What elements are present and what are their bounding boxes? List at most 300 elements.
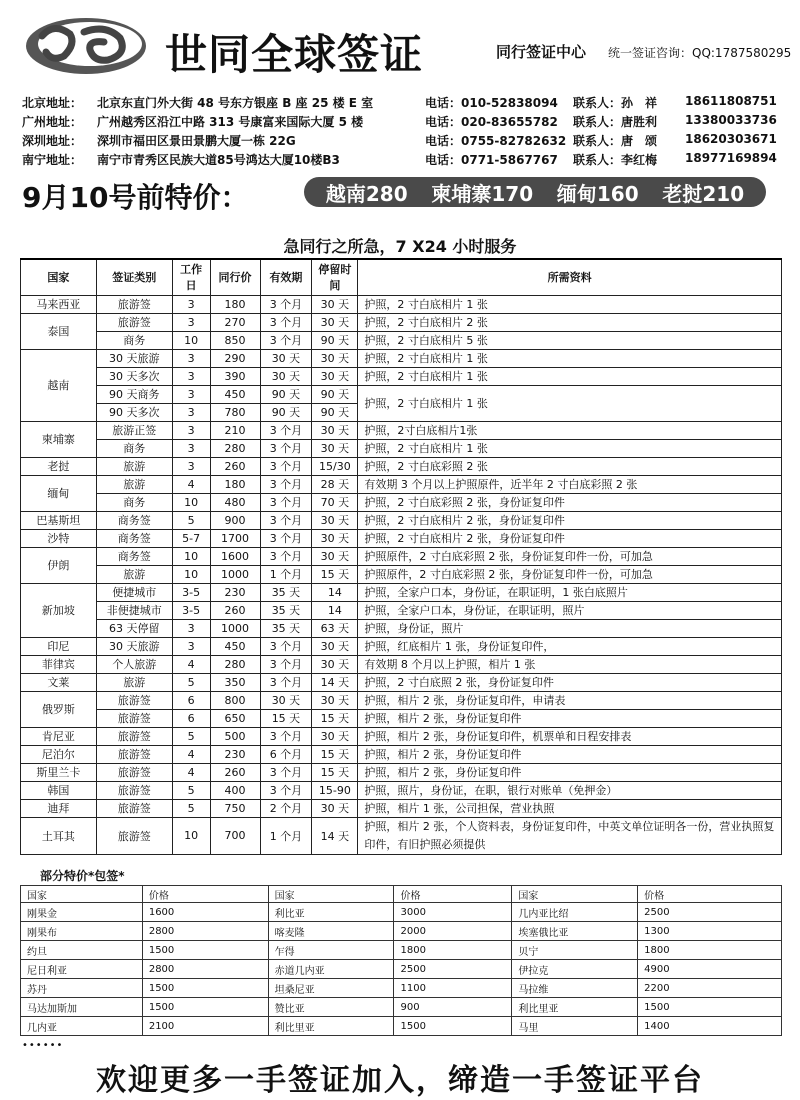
cell-stay: 30 天 (312, 439, 358, 457)
cell-requirements: 护照，全家户口本，身份证，在职证明，1 张白底照片 (358, 583, 782, 601)
cell-price: 1700 (210, 529, 260, 547)
cell-requirements: 护照，红底相片 1 张，身份证复印件， (358, 637, 782, 655)
cell-valid: 3 个月 (260, 421, 312, 439)
cell-valid: 35 天 (260, 583, 312, 601)
special-row (21, 941, 782, 960)
cell-type: 旅游 (96, 475, 172, 493)
cell-price: 280 (210, 439, 260, 457)
cell-type: 90 天商务 (96, 385, 172, 403)
table-row (21, 421, 782, 439)
cell-type: 商务 (96, 331, 172, 349)
cell-valid: 3 个月 (260, 295, 312, 313)
cell-type: 商务 (96, 493, 172, 511)
cell-days: 10 (172, 565, 210, 583)
special-header: 价格 (142, 886, 268, 903)
table-row (21, 637, 782, 655)
special-row (21, 960, 782, 979)
cell-type: 旅游 (96, 457, 172, 475)
special-price: 2000 (394, 922, 512, 941)
cell-type: 商务 (96, 439, 172, 457)
cell-days: 3 (172, 349, 210, 367)
cell-valid: 3 个月 (260, 457, 312, 475)
cell-valid: 30 天 (260, 349, 312, 367)
column-header: 有效期 (260, 259, 312, 295)
special-price: 2500 (638, 903, 782, 922)
cell-price: 1600 (210, 547, 260, 565)
table-row (21, 367, 782, 385)
table-row (21, 709, 782, 727)
column-header: 所需资料 (358, 259, 782, 295)
cell-price: 230 (210, 745, 260, 763)
cell-valid: 3 个月 (260, 727, 312, 745)
cell-valid: 1 个月 (260, 817, 312, 854)
special-country: 苏丹 (21, 979, 143, 998)
special-country: 埃塞俄比亚 (512, 922, 638, 941)
special-price: 2500 (394, 960, 512, 979)
dots-decoration: •••••• (22, 1040, 64, 1051)
cell-price: 780 (210, 403, 260, 421)
table-row (21, 385, 782, 403)
special-price: 1400 (638, 1017, 782, 1036)
special-country: 马里 (512, 1017, 638, 1036)
cell-type: 旅游签 (96, 763, 172, 781)
cell-price: 480 (210, 493, 260, 511)
cell-stay: 14 (312, 601, 358, 619)
special-price: 3000 (394, 903, 512, 922)
special-price: 1300 (638, 922, 782, 941)
special-country: 马达加斯加 (21, 998, 143, 1017)
special-price: 1800 (638, 941, 782, 960)
special-table-body (21, 886, 782, 1036)
cell-valid: 35 天 (260, 601, 312, 619)
cell-stay: 14 (312, 583, 358, 601)
cell-country: 泰国 (21, 313, 97, 349)
cell-valid: 3 个月 (260, 781, 312, 799)
cell-stay: 15 天 (312, 745, 358, 763)
cell-days: 5 (172, 511, 210, 529)
cell-days: 3 (172, 295, 210, 313)
cell-requirements: 有效期 3 个月以上护照原件，近半年 2 寸白底彩照 2 张 (358, 475, 782, 493)
cell-type: 旅游 (96, 565, 172, 583)
brand-title: 世同全球签证 (165, 30, 424, 79)
special-row (21, 1017, 782, 1036)
address-row (12, 151, 792, 170)
cell-stay: 30 天 (312, 547, 358, 565)
cell-type: 旅游签 (96, 727, 172, 745)
visa-table-body (21, 295, 782, 854)
cell-price: 850 (210, 331, 260, 349)
address-text: 南宁市青秀区民族大道85号鸿达大厦10楼B3 (97, 153, 340, 167)
slogan: 欢迎更多一手签证加入，缔造一手签证平台 (96, 1063, 704, 1098)
cell-price: 260 (210, 601, 260, 619)
table-row (21, 817, 782, 854)
cell-stay: 15 天 (312, 763, 358, 781)
cell-country: 沙特 (21, 529, 97, 547)
cell-days: 10 (172, 493, 210, 511)
cell-stay: 15/30 (312, 457, 358, 475)
cell-type: 非便捷城市 (96, 601, 172, 619)
special-country: 贝宁 (512, 941, 638, 960)
address-contact: 联系人：孙 祥 (573, 96, 658, 110)
cell-type: 旅游签 (96, 781, 172, 799)
special-price: 1100 (394, 979, 512, 998)
cell-country: 韩国 (21, 781, 97, 799)
table-row (21, 493, 782, 511)
table-row (21, 745, 782, 763)
cell-requirements: 护照，2 寸白底相片 1 张 (358, 439, 782, 457)
cell-country: 土耳其 (21, 817, 97, 854)
cell-requirements: 护照，相片 2 张，身份证复印件 (358, 763, 782, 781)
cell-price: 650 (210, 709, 260, 727)
cell-requirements: 护照，身份证，照片 (358, 619, 782, 637)
table-row (21, 583, 782, 601)
cell-days: 4 (172, 745, 210, 763)
cell-country: 巴基斯坦 (21, 511, 97, 529)
cell-stay: 14 天 (312, 817, 358, 854)
cell-country: 迪拜 (21, 799, 97, 817)
visa-table-head (21, 259, 782, 295)
cell-requirements: 护照，2 寸白底相片 1 张 (358, 295, 782, 313)
special-header: 价格 (638, 886, 782, 903)
table-row (21, 331, 782, 349)
special-country: 几内亚比绍 (512, 903, 638, 922)
special-table (20, 885, 782, 1036)
cell-days: 10 (172, 547, 210, 565)
cell-price: 500 (210, 727, 260, 745)
cell-type: 旅游签 (96, 817, 172, 854)
cell-days: 3 (172, 637, 210, 655)
address-tel: 电话：0771-5867767 (425, 153, 558, 167)
promo-title: 9月10号前特价： (22, 181, 249, 214)
promo-item: 缅甸160 (556, 181, 639, 206)
cell-type: 旅游签 (96, 691, 172, 709)
cell-requirements: 护照，照片，身份证，在职，银行对账单（免押金） (358, 781, 782, 799)
cell-valid: 3 个月 (260, 655, 312, 673)
address-tel: 电话：010-52838094 (425, 96, 558, 110)
cell-stay: 90 天 (312, 403, 358, 421)
address-text: 北京东直门外大街 48 号东方银座 B 座 25 楼 E 室 (97, 96, 374, 110)
cell-type: 商务签 (96, 511, 172, 529)
cell-country: 印尼 (21, 637, 97, 655)
cell-type: 商务签 (96, 529, 172, 547)
address-label: 广州地址： (22, 115, 83, 129)
center-name: 同行签证中心 (496, 43, 587, 61)
cell-price: 270 (210, 313, 260, 331)
cell-requirements: 护照，相片 2 张，身份证复印件，申请表 (358, 691, 782, 709)
cell-stay: 30 天 (312, 349, 358, 367)
cell-valid: 3 个月 (260, 673, 312, 691)
cell-country: 缅甸 (21, 475, 97, 511)
special-price: 4900 (638, 960, 782, 979)
cell-requirements: 护照，相片 1 张，公司担保，营业执照 (358, 799, 782, 817)
special-price: 1500 (142, 941, 268, 960)
cell-stay: 30 天 (312, 421, 358, 439)
cell-stay: 90 天 (312, 331, 358, 349)
cell-valid: 3 个月 (260, 439, 312, 457)
cell-valid: 30 天 (260, 367, 312, 385)
cell-stay: 30 天 (312, 511, 358, 529)
column-header: 停留时间 (312, 259, 358, 295)
special-country: 伊拉克 (512, 960, 638, 979)
cell-country: 肯尼亚 (21, 727, 97, 745)
cell-valid: 3 个月 (260, 493, 312, 511)
cell-valid: 15 天 (260, 709, 312, 727)
cell-days: 5 (172, 781, 210, 799)
address-contact: 联系人：李红梅 (573, 153, 658, 167)
cell-stay: 30 天 (312, 295, 358, 313)
cell-price: 180 (210, 475, 260, 493)
cell-type: 30 天旅游 (96, 637, 172, 655)
cell-days: 6 (172, 709, 210, 727)
cell-valid: 3 个月 (260, 475, 312, 493)
cell-price: 700 (210, 817, 260, 854)
special-country: 赤道几内亚 (268, 960, 394, 979)
cell-requirements: 护照，2 寸白底相片 2 张，身份证复印件 (358, 529, 782, 547)
address-label: 深圳地址： (22, 134, 83, 148)
cell-type: 商务签 (96, 547, 172, 565)
cell-valid: 3 个月 (260, 313, 312, 331)
cell-stay: 30 天 (312, 799, 358, 817)
cell-price: 900 (210, 511, 260, 529)
cell-requirements: 护照，2 寸白底照 2 张，身份证复印件 (358, 673, 782, 691)
table-row (21, 727, 782, 745)
cell-requirements: 护照，2 寸白底相片 2 张 (358, 313, 782, 331)
cell-price: 260 (210, 457, 260, 475)
cell-type: 30 天旅游 (96, 349, 172, 367)
cell-country: 柬埔寨 (21, 421, 97, 457)
special-country: 坦桑尼亚 (268, 979, 394, 998)
column-header: 工作日 (172, 259, 210, 295)
special-header: 国家 (512, 886, 638, 903)
cell-valid: 3 个月 (260, 547, 312, 565)
cell-valid: 90 天 (260, 385, 312, 403)
cell-days: 5 (172, 673, 210, 691)
cell-country: 菲律宾 (21, 655, 97, 673)
cell-price: 230 (210, 583, 260, 601)
cell-country: 新加坡 (21, 583, 97, 637)
special-country: 赞比亚 (268, 998, 394, 1017)
cell-valid: 3 个月 (260, 529, 312, 547)
cell-requirements: 护照，相片 2 张，个人资料表，身份证复印件，中英文单位证明各一份，营业执照复印件，有旧护照必须提供 (358, 817, 782, 854)
cell-stay: 30 天 (312, 529, 358, 547)
cell-price: 450 (210, 637, 260, 655)
promo-item: 越南280 (325, 181, 408, 206)
table-row (21, 565, 782, 583)
cell-valid: 3 个月 (260, 763, 312, 781)
cell-days: 3 (172, 385, 210, 403)
visa-table (20, 258, 782, 855)
table-row (21, 781, 782, 799)
cell-price: 210 (210, 421, 260, 439)
cell-stay: 15 天 (312, 709, 358, 727)
special-country: 尼日利亚 (21, 960, 143, 979)
cell-days: 10 (172, 331, 210, 349)
cell-price: 280 (210, 655, 260, 673)
promo-banner (12, 174, 792, 214)
table-row (21, 799, 782, 817)
cell-valid: 2 个月 (260, 799, 312, 817)
cell-country: 老挝 (21, 457, 97, 475)
cell-valid: 35 天 (260, 619, 312, 637)
cell-requirements: 护照，相片 2 张，身份证复印件 (358, 709, 782, 727)
special-price: 1600 (142, 903, 268, 922)
address-text: 广州越秀区沿江中路 313 号康富来国际大厦 5 楼 (97, 115, 364, 129)
cell-stay: 30 天 (312, 637, 358, 655)
cell-days: 3-5 (172, 583, 210, 601)
cell-type: 63 天停留 (96, 619, 172, 637)
special-country: 刚果布 (21, 922, 143, 941)
cell-days: 3 (172, 421, 210, 439)
cell-price: 180 (210, 295, 260, 313)
cell-country: 马来西亚 (21, 295, 97, 313)
cell-days: 6 (172, 691, 210, 709)
cell-days: 3-5 (172, 601, 210, 619)
cell-valid: 3 个月 (260, 637, 312, 655)
cell-days: 4 (172, 763, 210, 781)
special-header-row (21, 886, 782, 903)
cell-stay: 28 天 (312, 475, 358, 493)
cell-country: 斯里兰卡 (21, 763, 97, 781)
address-row (12, 132, 792, 151)
address-text: 深圳市福田区景田景鹏大厦一栋 22G (97, 134, 296, 148)
table-row (21, 313, 782, 331)
cell-stay: 15-90 (312, 781, 358, 799)
service-line: 急同行之所急，7 X24 小时服务 (283, 237, 517, 256)
special-header: 价格 (394, 886, 512, 903)
cell-requirements: 护照，2 寸白底彩照 2 张 (358, 457, 782, 475)
table-row (21, 601, 782, 619)
special-country: 喀麦隆 (268, 922, 394, 941)
cell-days: 3 (172, 403, 210, 421)
table-row (21, 475, 782, 493)
cell-days: 5-7 (172, 529, 210, 547)
table-row (21, 655, 782, 673)
address-label: 北京地址： (22, 96, 83, 110)
cell-days: 10 (172, 817, 210, 854)
cell-requirements: 护照，相片 2 张，身份证复印件 (358, 745, 782, 763)
cell-country: 文莱 (21, 673, 97, 691)
address-phone: 18611808751 (685, 94, 777, 108)
special-price: 1500 (394, 1017, 512, 1036)
cell-requirements: 护照，2 寸白底相片 1 张 (358, 349, 782, 367)
cell-stay: 30 天 (312, 691, 358, 709)
special-price: 900 (394, 998, 512, 1017)
cell-price: 1000 (210, 619, 260, 637)
table-header-row (21, 259, 782, 295)
cell-type: 旅游签 (96, 745, 172, 763)
cell-valid: 30 天 (260, 691, 312, 709)
table-row (21, 673, 782, 691)
cell-stay: 30 天 (312, 313, 358, 331)
address-phone: 13380033736 (685, 113, 777, 127)
cell-price: 400 (210, 781, 260, 799)
special-price: 2100 (142, 1017, 268, 1036)
cell-price: 260 (210, 763, 260, 781)
table-row (21, 457, 782, 475)
table-row (21, 619, 782, 637)
cell-price: 290 (210, 349, 260, 367)
cell-type: 30 天多次 (96, 367, 172, 385)
cell-requirements: 护照，2 寸白底相片 2 张，身份证复印件 (358, 511, 782, 529)
table-row (21, 295, 782, 313)
cell-days: 4 (172, 475, 210, 493)
cell-country: 越南 (21, 349, 97, 421)
cell-price: 800 (210, 691, 260, 709)
cell-stay: 63 天 (312, 619, 358, 637)
cell-type: 个人旅游 (96, 655, 172, 673)
cell-requirements: 护照，2 寸白底相片 5 张 (358, 331, 782, 349)
header (10, 8, 790, 88)
column-header: 国家 (21, 259, 97, 295)
column-header: 签证类别 (96, 259, 172, 295)
cell-requirements: 护照，2 寸白底相片 1 张 (358, 367, 782, 385)
special-country: 利比里亚 (512, 998, 638, 1017)
special-country: 约旦 (21, 941, 143, 960)
cell-requirements: 护照，相片 2 张，身份证复印件，机票单和日程安排表 (358, 727, 782, 745)
special-price: 1500 (142, 998, 268, 1017)
cell-requirements: 护照原件，2 寸白底彩照 2 张，身份证复印件一份，可加急 (358, 547, 782, 565)
cell-requirements: 有效期 8 个月以上护照，相片 1 张 (358, 655, 782, 673)
special-row (21, 979, 782, 998)
logo-graphic (24, 14, 152, 76)
cell-valid: 1 个月 (260, 565, 312, 583)
address-row (12, 113, 792, 132)
address-phone: 18977169894 (685, 151, 777, 165)
special-country: 马拉维 (512, 979, 638, 998)
cell-price: 1000 (210, 565, 260, 583)
special-price: 2200 (638, 979, 782, 998)
cell-stay: 30 天 (312, 727, 358, 745)
logo (24, 14, 152, 76)
table-row (21, 349, 782, 367)
cell-days: 3 (172, 439, 210, 457)
cell-requirements: 护照，2 寸白底彩照 2 张，身份证复印件 (358, 493, 782, 511)
special-price: 1800 (394, 941, 512, 960)
cell-days: 4 (172, 655, 210, 673)
cell-stay: 90 天 (312, 385, 358, 403)
cell-requirements: 护照，2寸白底相片1张 (358, 421, 782, 439)
cell-days: 3 (172, 367, 210, 385)
cell-price: 350 (210, 673, 260, 691)
table-row (21, 529, 782, 547)
cell-type: 旅游 (96, 673, 172, 691)
special-row (21, 922, 782, 941)
cell-days: 5 (172, 799, 210, 817)
cell-valid: 90 天 (260, 403, 312, 421)
address-contact: 联系人：唐胜利 (573, 115, 658, 129)
address-phone: 18620303671 (685, 132, 777, 146)
table-row (21, 763, 782, 781)
table-row (21, 691, 782, 709)
cell-days: 5 (172, 727, 210, 745)
cell-stay: 70 天 (312, 493, 358, 511)
cell-price: 750 (210, 799, 260, 817)
cell-country: 伊朗 (21, 547, 97, 583)
special-country: 利比亚 (268, 903, 394, 922)
address-row (12, 94, 792, 113)
special-country: 乍得 (268, 941, 394, 960)
address-tel: 电话：0755-82782632 (425, 134, 567, 148)
special-row (21, 998, 782, 1017)
cell-country: 俄罗斯 (21, 691, 97, 727)
table-row (21, 511, 782, 529)
cell-valid: 3 个月 (260, 511, 312, 529)
special-price: 2800 (142, 922, 268, 941)
cell-valid: 3 个月 (260, 331, 312, 349)
consult-line: 统一签证咨询：QQ:1787580295 (608, 46, 792, 60)
cell-days: 3 (172, 457, 210, 475)
special-row (21, 903, 782, 922)
